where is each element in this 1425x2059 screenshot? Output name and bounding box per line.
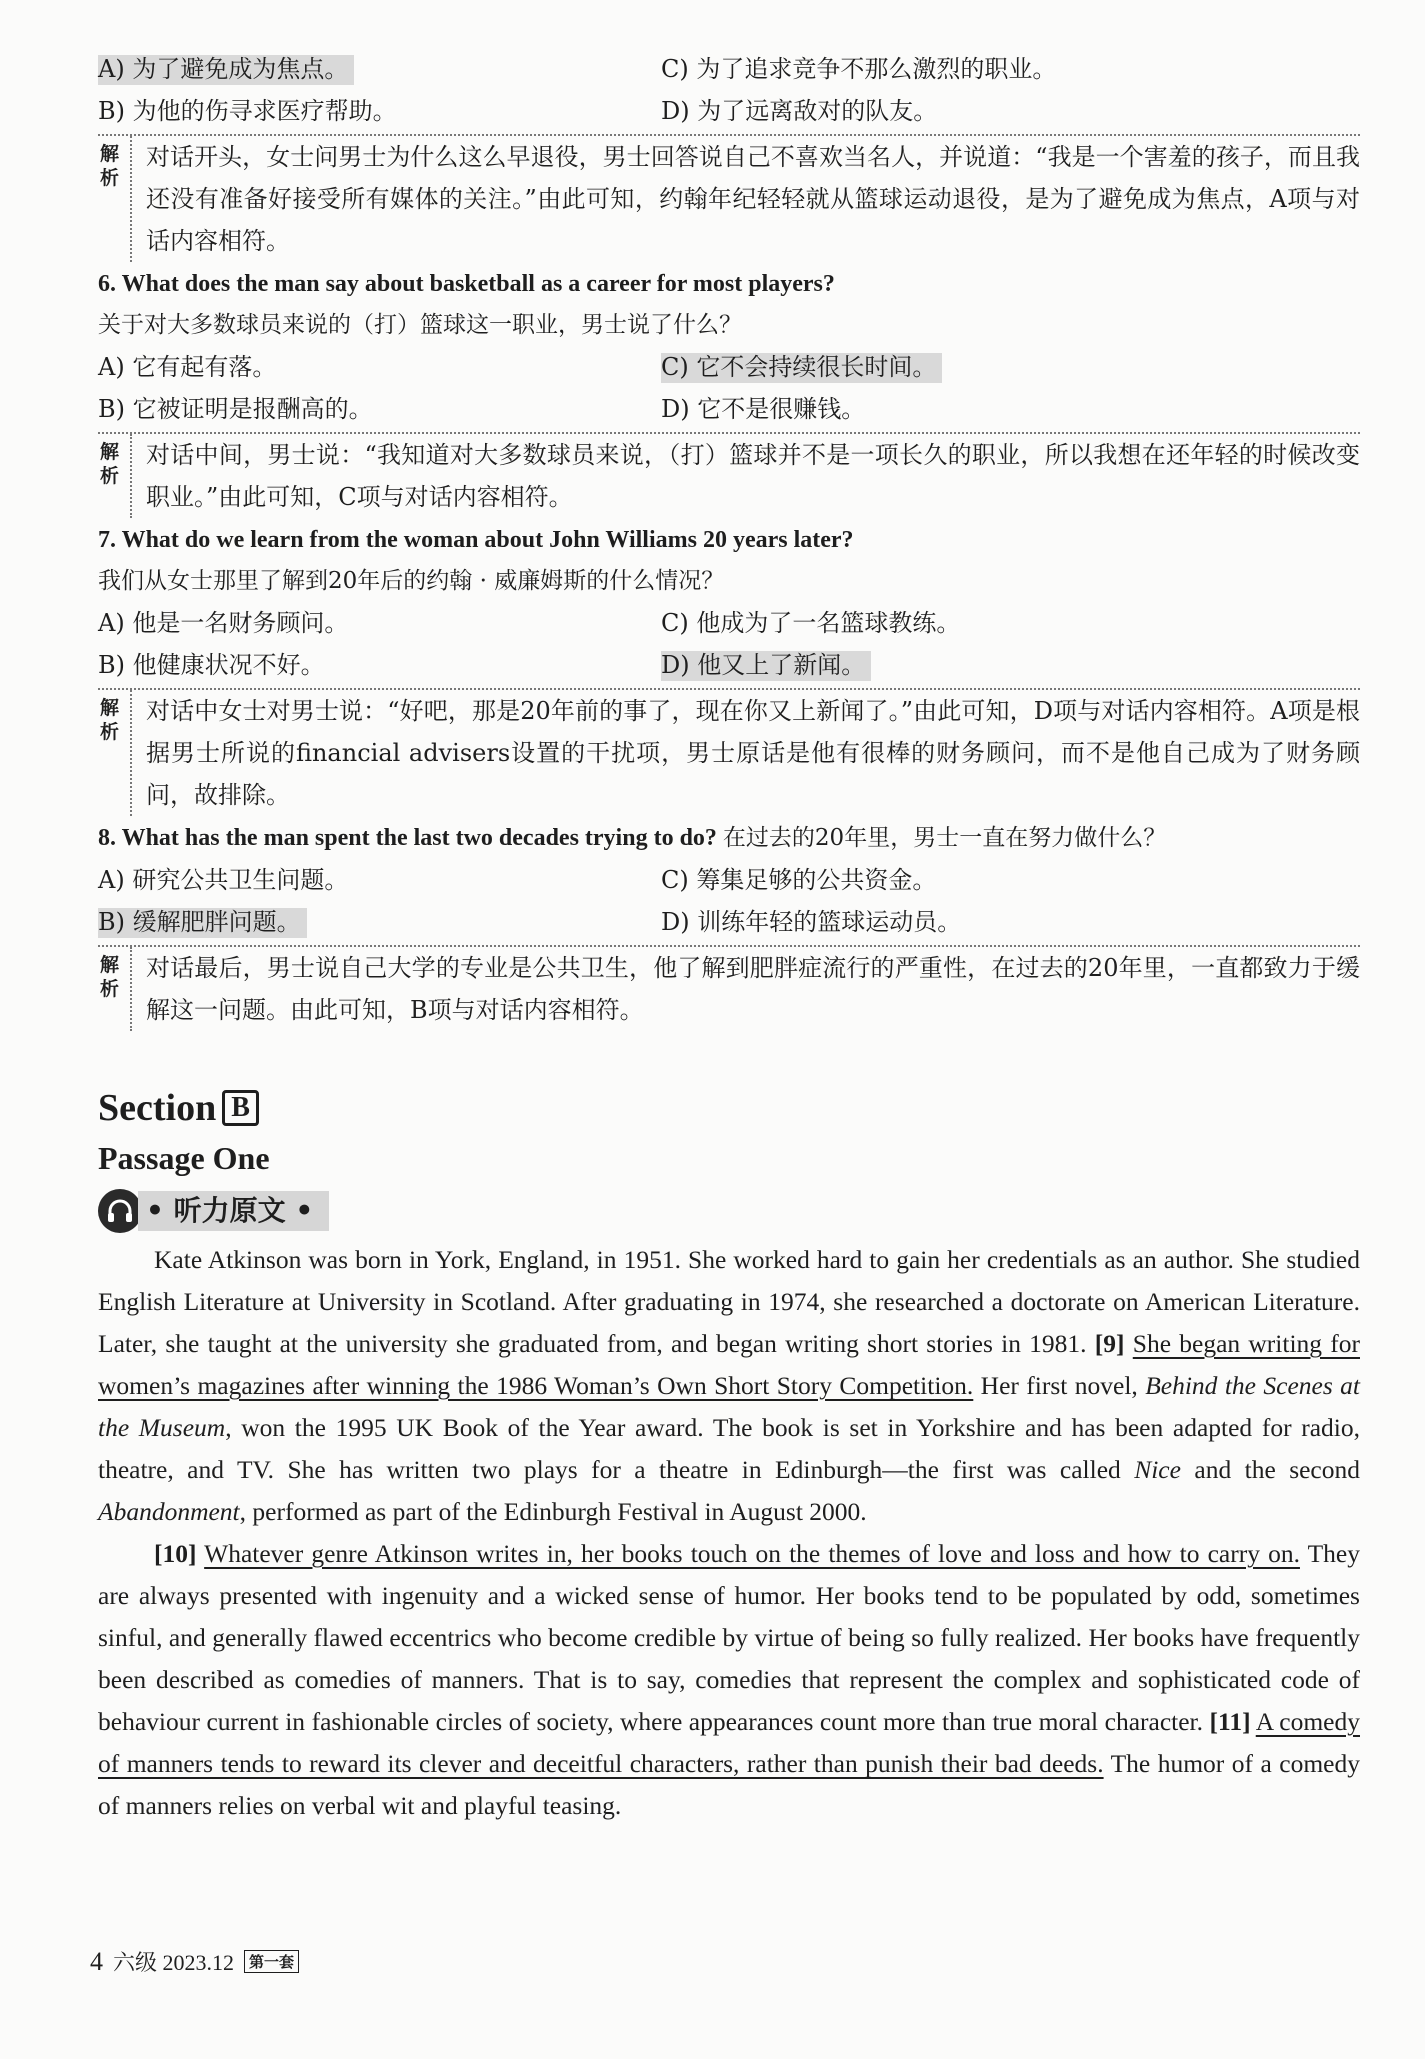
q5-option-b: B) 为他的伤寻求医疗帮助。: [98, 97, 397, 125]
q6-option-a: A) 它有起有落。: [98, 353, 277, 381]
q8-analysis: [98, 945, 1360, 1031]
listen-label: • 听力原文 •: [138, 1191, 329, 1231]
q6-question: 6. What does the man say about basketball as a career for most players?: [98, 271, 835, 297]
q6-analysis: [98, 432, 1360, 518]
q6-option-d: D) 它不是很赚钱。: [661, 395, 866, 423]
q6-option-b: B) 它被证明是报酬高的。: [98, 395, 373, 423]
analysis-label: 解 析: [100, 954, 120, 1000]
q5-options: [98, 48, 1360, 132]
q7-translation: 我们从女士那里了解到20年后的约翰 · 威廉姆斯的什么情况？: [98, 568, 725, 594]
page-footer: [90, 1946, 299, 1977]
q7-option-d: D) 他又上了新闻。: [661, 651, 871, 681]
q8-option-d: D) 训练年轻的篮球运动员。: [661, 908, 962, 936]
q8-option-b: B) 缓解肥胖问题。: [98, 908, 307, 938]
analysis-label: 解 析: [100, 143, 120, 189]
listen-badge: [98, 1189, 1360, 1233]
q6-translation: 关于对大多数球员来说的（打）篮球这一职业，男士说了什么？: [98, 312, 742, 338]
set-badge: 第一套: [244, 1950, 299, 1973]
q8-options: [98, 859, 1360, 943]
q5-option-a: A) 为了避免成为焦点。: [98, 55, 354, 85]
q5-option-c: C) 为了追求竞争不那么激烈的职业。: [661, 55, 1057, 83]
q7-options: [98, 602, 1360, 686]
passage-text: [98, 1239, 1360, 1827]
q7-analysis: [98, 688, 1360, 816]
headphones-icon: [98, 1189, 142, 1233]
q7-question: 7. What do we learn from the woman about John Williams 20 years later?: [98, 527, 854, 553]
q5-analysis-text: 对话开头，女士问男士为什么这么早退役，男士回答说自己不喜欢当名人，并说道：“我是一个害羞的孩子，而且我还没有准备好接受所有媒体的关注。”由此可知，约翰年纪轻轻就从篮球运动退役，是为了避免成为焦点，A项与对话内容相符。: [130, 136, 1360, 262]
q7-option-a: A) 他是一名财务顾问。: [98, 609, 349, 637]
section-word: Section: [98, 1087, 217, 1129]
content: [98, 48, 1360, 1827]
q8-analysis-text: 对话最后，男士说自己大学的专业是公共卫生，他了解到肥胖症流行的严重性，在过去的20年里，一直都致力于缓解这一问题。由此可知，B项与对话内容相符。: [130, 947, 1360, 1031]
q5-analysis: [98, 134, 1360, 262]
q7-option-c: C) 他成为了一名篮球教练。: [661, 609, 961, 637]
q6-analysis-text: 对话中间，男士说：“我知道对大多数球员来说，（打）篮球并不是一项长久的职业，所以我想在还年轻的时候改变职业。”由此可知，C项与对话内容相符。: [130, 434, 1360, 518]
section-title: [98, 1083, 1360, 1133]
paragraph-1: Kate Atkinson was born in York, England, in 1951. She worked hard to gain her credentials as an author. She studied English Literature at University in Scotland. After graduating in 1974, she researched a doctorate on American Literature. Later, she taught at the university she graduated from, and began writing short stories in 1981. [9] She began writing for women’s magazines after winning the 1986 Woman’s Own Short Story Competition. Her first novel, Behind the Scenes at the Museum, won the 1995 UK Book of the Year award. The book is set in Yorkshire and has been adapted for radio, theatre, and TV. She has written two plays for a theatre in Edinburgh—the first was called Nice and the second Abandonment, performed as part of the Edinburgh Festival in August 2000.: [98, 1245, 1361, 1526]
q7-analysis-text: 对话中女士对男士说：“好吧，那是20年前的事了，现在你又上新闻了。”由此可知，D项与对话内容相符。A项是根据男士所说的financial advisers设置的干扰项，男士原话是他有很棒的财务顾问，而不是他自己成为了财务顾问，故排除。: [130, 690, 1360, 816]
q5-option-d: D) 为了远离敌对的队友。: [661, 97, 938, 125]
q6-options: [98, 346, 1360, 430]
q8-question: 8. What has the man spent the last two decades trying to do? 在过去的20年里，男士一直在努力做什么？: [98, 825, 1167, 851]
q6-option-c: C) 它不会持续很长时间。: [661, 353, 942, 383]
q8-option-c: C) 筹集足够的公共资金。: [661, 866, 937, 894]
paragraph-2: [10] Whatever genre Atkinson writes in, her books touch on the themes of love and loss and how to carry on. They are always presented with ingenuity and a wicked sense of humor. Her books tend to be populated by odd, sometimes sinful, and generally flawed eccentrics who become credible by virtue of being so fully realized. Her books have frequently been described as comedies of manners. That is to say, comedies that represent the complex and sophisticated code of behaviour current in fashionable circles of society, where appearances count more than true moral character. [11] A comedy of manners tends to reward its clever and deceitful characters, rather than punish their bad deeds. The humor of a comedy of manners relies on verbal wit and playful teasing.: [98, 1539, 1360, 1820]
analysis-label: 解 析: [100, 441, 120, 487]
analysis-label: 解 析: [100, 697, 120, 743]
exam-label: 六级 2023.12: [113, 1950, 235, 1975]
q8-option-a: A) 研究公共卫生问题。: [98, 866, 349, 894]
section-letter: B: [222, 1090, 259, 1126]
q7-option-b: B) 他健康状况不好。: [98, 651, 325, 679]
q8-translation: 在过去的20年里，男士一直在努力做什么？: [722, 825, 1167, 851]
passage-title: Passage One: [98, 1140, 270, 1176]
page-number: 4: [90, 1946, 103, 1976]
